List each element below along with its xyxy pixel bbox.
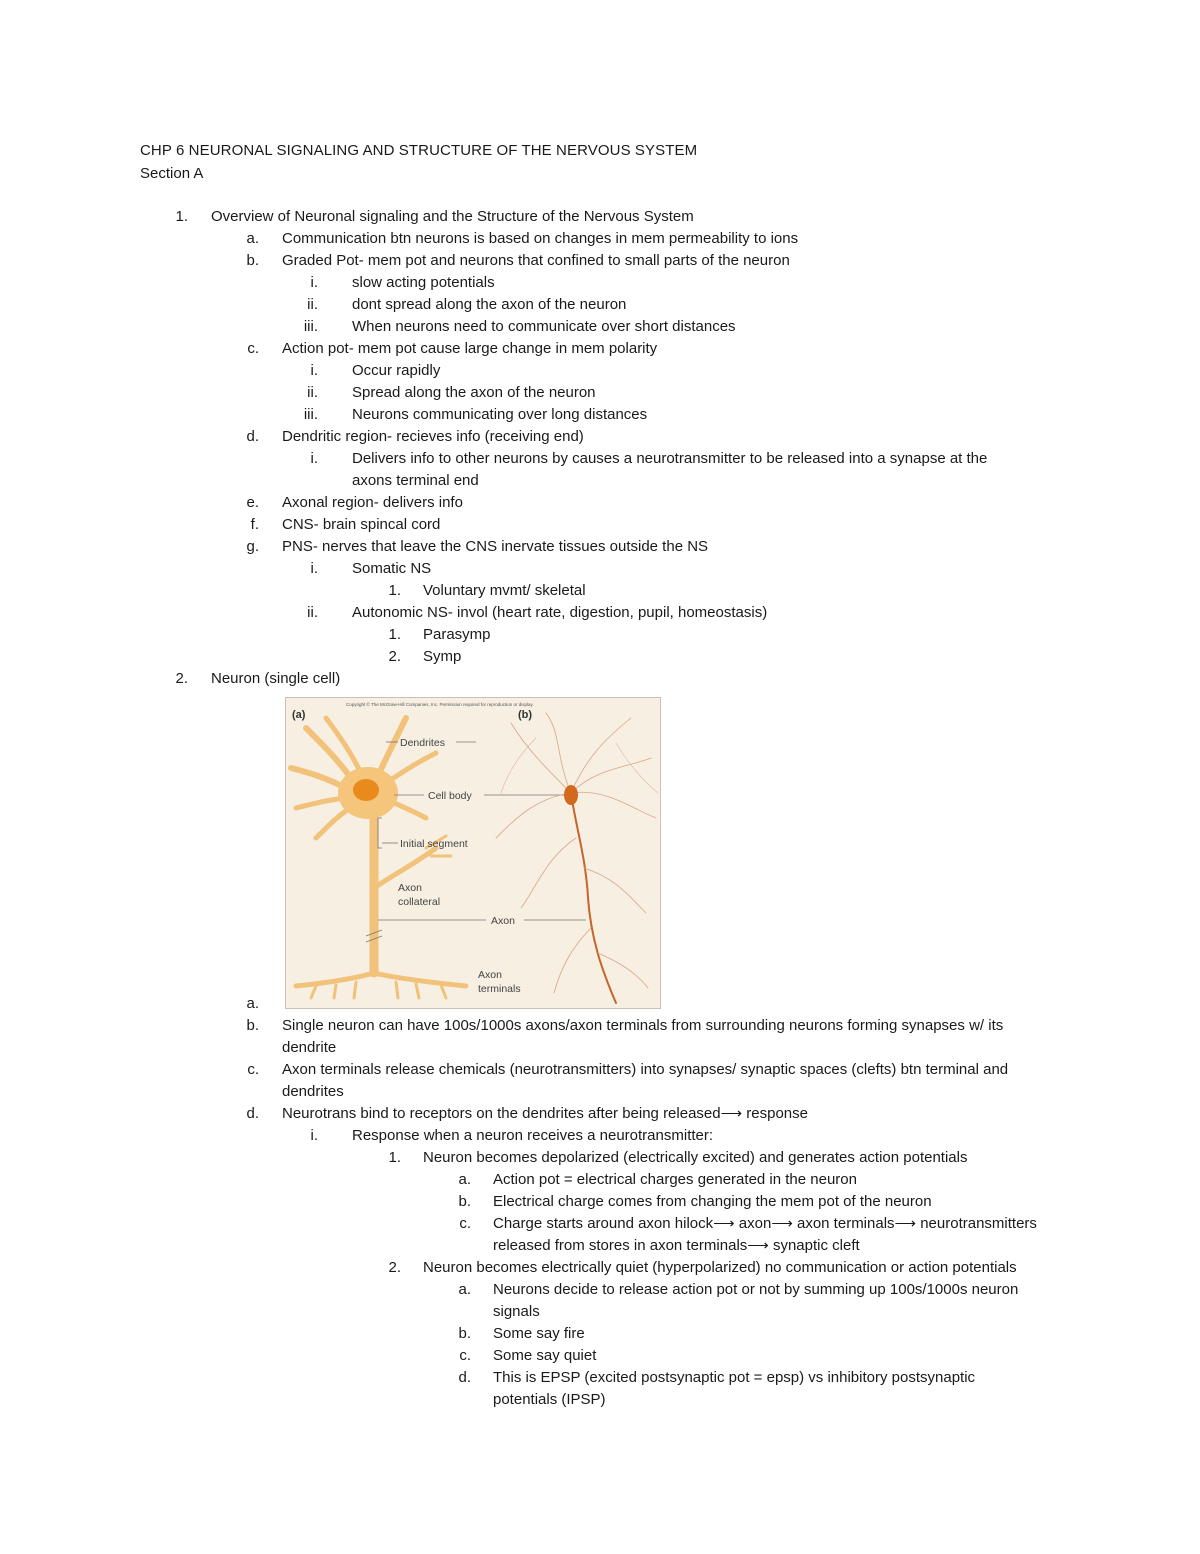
neuron-figure xyxy=(285,697,661,1009)
list-marker: g. xyxy=(246,538,259,555)
list-marker: c. xyxy=(459,1215,471,1232)
outline-line xyxy=(0,1301,1200,1323)
list-item-text: Action pot- mem pot cause large change in mem polarity xyxy=(282,340,658,357)
list-marker: f. xyxy=(250,516,259,533)
outline-line xyxy=(0,1213,1200,1235)
list-item-text: Single neuron can have 100s/1000s axons/axon terminals from surrounding neurons forming synapses w/ its xyxy=(282,1017,1004,1034)
list-item-text: Electrical charge comes from changing the mem pot of the neuron xyxy=(493,1193,932,1210)
list-item-text: Spread along the axon of the neuron xyxy=(352,384,596,401)
list-marker: i. xyxy=(310,274,318,291)
list-item-text: Neurotrans bind to receptors on the dendrites after being released⟶ response xyxy=(282,1105,808,1122)
list-item-text: dont spread along the axon of the neuron xyxy=(352,296,627,313)
list-item-text: Neuron becomes depolarized (electrically excited) and generates action potentials xyxy=(423,1149,968,1166)
list-marker: iii. xyxy=(303,406,318,423)
list-marker: c. xyxy=(247,340,259,357)
outline-line xyxy=(0,272,1200,294)
label-axon-terminals-2: terminals xyxy=(478,983,521,995)
list-marker: d. xyxy=(246,428,259,445)
list-marker: i. xyxy=(310,1127,318,1144)
list-marker: 2. xyxy=(175,670,188,687)
list-marker: iii. xyxy=(303,318,318,335)
list-marker: b. xyxy=(246,1017,259,1034)
list-item-text: Occur rapidly xyxy=(352,362,441,379)
outline-line xyxy=(0,1367,1200,1389)
list-marker: b. xyxy=(458,1325,471,1342)
list-item-text: Charge starts around axon hilock⟶ axon⟶ axon terminals⟶ neurotransmitters xyxy=(493,1215,1037,1232)
micrograph-soma xyxy=(564,785,578,805)
outline-part-1 xyxy=(0,206,1200,690)
outline-line xyxy=(0,448,1200,470)
outline-line xyxy=(0,1389,1200,1411)
outline-line xyxy=(0,206,1200,228)
list-item-text: Autonomic NS- invol (heart rate, digestion, pupil, homeostasis) xyxy=(352,604,768,621)
outline-line xyxy=(0,1345,1200,1367)
label-initial-segment: Initial segment xyxy=(400,838,468,850)
list-item-text: CNS- brain spincal cord xyxy=(282,516,441,533)
list-item-text: dendrites xyxy=(282,1083,344,1100)
list-marker: b. xyxy=(246,252,259,269)
list-marker: 2. xyxy=(388,648,401,665)
outline-line xyxy=(0,558,1200,580)
outline-line xyxy=(0,602,1200,624)
outline-line xyxy=(0,360,1200,382)
list-marker: a. xyxy=(458,1281,471,1298)
outline-line xyxy=(0,294,1200,316)
list-item-text: dendrite xyxy=(282,1039,337,1056)
label-dendrites: Dendrites xyxy=(400,737,445,749)
list-item-text: Axon terminals release chemicals (neurotransmitters) into synapses/ synaptic spaces (clefts) btn terminal and xyxy=(282,1061,1009,1078)
list-marker: ii. xyxy=(307,384,318,401)
list-item-text: Neurons communicating over long distances xyxy=(352,406,648,423)
list-item-text: Axonal region- delivers info xyxy=(282,494,463,511)
list-marker: 1. xyxy=(388,1149,401,1166)
outline-line xyxy=(0,316,1200,338)
list-item-text: Neuron becomes electrically quiet (hyperpolarized) no communication or action potentials xyxy=(423,1259,1017,1276)
list-item-text: released from stores in axon terminals⟶ synaptic cleft xyxy=(493,1237,860,1254)
list-item-text: Neuron (single cell) xyxy=(211,670,341,687)
outline-line xyxy=(0,993,1200,1015)
copyright-text: Copyright © The McGraw-Hill Companies, Inc. Permission required for reproduction or display. xyxy=(346,702,534,707)
list-marker: c. xyxy=(247,1061,259,1078)
outline-part-2 xyxy=(0,993,1200,1411)
list-item-text: axons terminal end xyxy=(352,472,479,489)
outline-line xyxy=(0,668,1200,690)
nucleus-shape xyxy=(353,779,379,801)
list-item-text: This is EPSP (excited postsynaptic pot = epsp) vs inhibitory postsynaptic xyxy=(493,1369,976,1386)
label-cell-body: Cell body xyxy=(428,790,472,802)
list-marker: 2. xyxy=(388,1259,401,1276)
list-item-text: Delivers info to other neurons by causes a neurotransmitter to be released into a synapse at the xyxy=(352,450,988,467)
list-item-text: potentials (IPSP) xyxy=(493,1391,606,1408)
label-axon-collateral-2: collateral xyxy=(398,896,441,908)
outline-line xyxy=(0,1169,1200,1191)
outline-line xyxy=(0,426,1200,448)
outline-line xyxy=(0,1257,1200,1279)
list-marker: e. xyxy=(246,494,259,511)
list-marker: ii. xyxy=(307,604,318,621)
outline-line xyxy=(0,1125,1200,1147)
label-axon: Axon xyxy=(491,915,515,927)
outline-line xyxy=(0,1279,1200,1301)
list-item-text: Graded Pot- mem pot and neurons that confined to small parts of the neuron xyxy=(282,252,790,269)
document-title: CHP 6 NEURONAL SIGNALING AND STRUCTURE OF THE NERVOUS SYSTEM xyxy=(140,142,698,159)
list-marker: d. xyxy=(246,1105,259,1122)
list-marker: i. xyxy=(310,362,318,379)
outline-line xyxy=(0,1191,1200,1213)
list-item-text: Action pot = electrical charges generated in the neuron xyxy=(493,1171,857,1188)
list-marker: 1. xyxy=(388,626,401,643)
list-item-text: Dendritic region- recieves info (receiving end) xyxy=(282,428,584,445)
list-marker: ii. xyxy=(307,296,318,313)
list-item-text: Some say fire xyxy=(493,1325,585,1342)
list-marker: a. xyxy=(246,230,259,247)
outline-line xyxy=(0,228,1200,250)
list-marker: c. xyxy=(459,1347,471,1364)
outline-line xyxy=(0,492,1200,514)
label-axon-collateral-1: Axon xyxy=(398,882,422,894)
list-item-text: PNS- nerves that leave the CNS inervate tissues outside the NS xyxy=(282,538,709,555)
list-item-text: Communication btn neurons is based on changes in mem permeability to ions xyxy=(282,230,799,247)
list-marker: a. xyxy=(246,995,259,1012)
outline-line xyxy=(0,1147,1200,1169)
list-item-text: signals xyxy=(493,1303,540,1320)
outline-line xyxy=(0,1081,1200,1103)
outline-line xyxy=(0,250,1200,272)
outline-line xyxy=(0,1037,1200,1059)
outline-line xyxy=(0,1059,1200,1081)
list-item-text: Overview of Neuronal signaling and the Structure of the Nervous System xyxy=(211,208,694,225)
outline-line xyxy=(0,1015,1200,1037)
outline-line xyxy=(0,646,1200,668)
list-item-text: Response when a neuron receives a neurotransmitter: xyxy=(352,1127,714,1144)
label-axon-terminals-1: Axon xyxy=(478,969,502,981)
list-item-text: Parasymp xyxy=(423,626,491,643)
panel-a-label: (a) xyxy=(292,709,306,721)
outline-line xyxy=(0,1103,1200,1125)
list-marker: 1. xyxy=(388,582,401,599)
outline-line xyxy=(0,536,1200,558)
outline-line xyxy=(0,382,1200,404)
outline-line xyxy=(0,1323,1200,1345)
outline-line xyxy=(0,404,1200,426)
list-item-text: Somatic NS xyxy=(352,560,432,577)
list-marker: b. xyxy=(458,1193,471,1210)
outline-line xyxy=(0,470,1200,492)
list-marker: i. xyxy=(310,560,318,577)
list-marker: d. xyxy=(458,1369,471,1386)
list-item-text: When neurons need to communicate over short distances xyxy=(352,318,736,335)
list-marker: a. xyxy=(458,1171,471,1188)
outline-line xyxy=(0,338,1200,360)
neuron-diagram xyxy=(286,698,661,1009)
outline-line xyxy=(0,514,1200,536)
list-item-text: Some say quiet xyxy=(493,1347,597,1364)
outline-line xyxy=(0,580,1200,602)
list-marker: 1. xyxy=(175,208,188,225)
list-marker: i. xyxy=(310,450,318,467)
outline-line xyxy=(0,1235,1200,1257)
list-item-text: slow acting potentials xyxy=(352,274,495,291)
section-label: Section A xyxy=(140,165,204,182)
list-item-text: Symp xyxy=(423,648,462,665)
outline-line xyxy=(0,624,1200,646)
panel-b-label: (b) xyxy=(518,709,533,721)
list-item-text: Voluntary mvmt/ skeletal xyxy=(423,582,586,599)
list-item-text: Neurons decide to release action pot or not by summing up 100s/1000s neuron xyxy=(493,1281,1019,1298)
